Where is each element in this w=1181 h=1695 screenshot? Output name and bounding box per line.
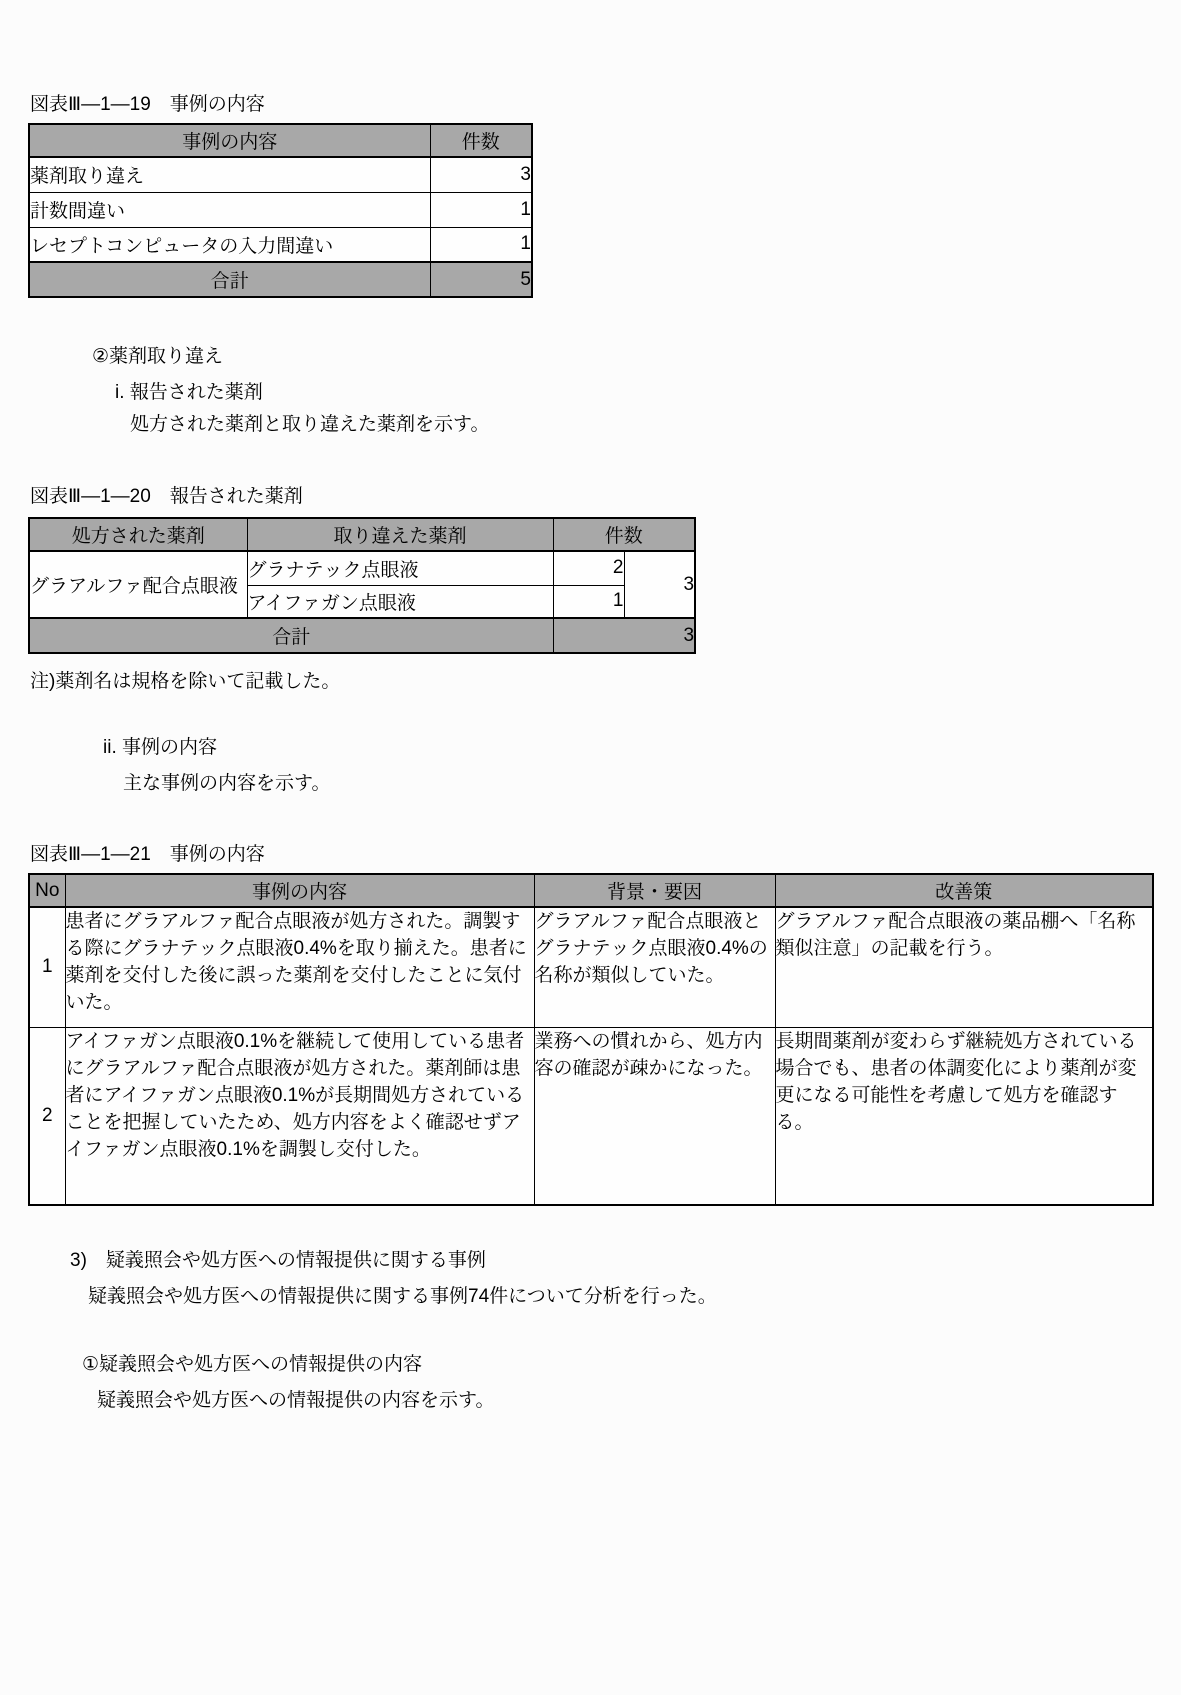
table-total-row (29, 262, 532, 297)
improvement-cell: 長期間薬剤が変わらず継続処方されている場合でも、患者の体調変化により薬剤が変更になる可能性を考慮して処方を確認する。 (775, 1027, 1153, 1205)
figure20-note: 注)薬剤名は規格を除いて記載した。 (30, 671, 341, 692)
mixed-up-drug-cell: グラナテック点眼液 (247, 551, 553, 585)
figure21-table (28, 873, 1154, 1206)
figure19-table (28, 123, 533, 298)
prescribed-drug-cell: グラアルファ配合点眼液 (29, 551, 247, 618)
count-cell: 1 (430, 192, 532, 227)
background-factor-cell: 業務への慣れから、処方内容の確認が疎かになった。 (534, 1027, 775, 1205)
table-header-row (29, 874, 1153, 907)
subsection-i-heading: i. 報告された薬剤 (115, 382, 263, 403)
count-cell: 1 (553, 585, 624, 618)
table-row (29, 907, 1153, 1027)
section3-heading: 3) 疑義照会や処方医への情報提供に関する事例 (70, 1250, 486, 1271)
table-total-row (29, 618, 695, 653)
subtotal-cell: 3 (624, 551, 695, 618)
figure20-title: 図表Ⅲ—1—20 報告された薬剤 (30, 486, 303, 507)
count-cell: 1 (430, 227, 532, 262)
case-type-cell: 薬剤取り違え (29, 157, 430, 192)
column-header-prescribed-drug: 処方された薬剤 (29, 518, 247, 551)
table-header-row (29, 124, 532, 157)
figure20-table (28, 517, 696, 654)
column-header-count: 件数 (430, 124, 532, 157)
table-row (29, 192, 532, 227)
table-row (29, 227, 532, 262)
case-type-cell: 計数間違い (29, 192, 430, 227)
section3-sub1-heading: ①疑義照会や処方医への情報提供の内容 (82, 1354, 423, 1375)
column-header-case-content: 事例の内容 (29, 124, 430, 157)
case-number-cell: 1 (29, 907, 65, 1027)
case-number-cell: 2 (29, 1027, 65, 1205)
count-cell: 2 (553, 551, 624, 585)
table-row (29, 157, 532, 192)
case-content-cell: アイファガン点眼液0.1%を継続して使用している患者にグラアルファ配合点眼液が処方された。薬剤師は患者にアイファガン点眼液0.1%が長期間処方されていることを把握していたため、処方内容をよく確認せずアイファガン点眼液0.1%を調製し交付した。 (65, 1027, 534, 1205)
subsection-i-description: 処方された薬剤と取り違えた薬剤を示す。 (130, 414, 490, 435)
count-cell: 3 (430, 157, 532, 192)
column-header-no: No (29, 874, 65, 907)
table-header-row (29, 518, 695, 551)
mixed-up-drug-cell: アイファガン点眼液 (247, 585, 553, 618)
table-row (29, 551, 695, 585)
section3-body: 疑義照会や処方医への情報提供に関する事例74件について分析を行った。 (88, 1286, 717, 1307)
background-factor-cell: グラアルファ配合点眼液とグラナテック点眼液0.4%の名称が類似していた。 (534, 907, 775, 1027)
section-heading-drug-mixup: ②薬剤取り違え (92, 346, 224, 367)
total-count-cell: 3 (553, 618, 695, 653)
subsection-ii-description: 主な事例の内容を示す。 (123, 773, 331, 794)
total-count-cell: 5 (430, 262, 532, 297)
figure19-title: 図表Ⅲ—1—19 事例の内容 (30, 94, 265, 115)
improvement-cell: グラアルファ配合点眼液の薬品棚へ「名称類似注意」の記載を行う。 (775, 907, 1153, 1027)
column-header-count: 件数 (553, 518, 695, 551)
section3-sub1-body: 疑義照会や処方医への情報提供の内容を示す。 (97, 1390, 495, 1411)
subsection-ii-heading: ii. 事例の内容 (103, 737, 218, 758)
case-type-cell: レセプトコンピュータの入力間違い (29, 227, 430, 262)
total-label-cell: 合計 (29, 618, 553, 653)
total-label-cell: 合計 (29, 262, 430, 297)
case-content-cell: 患者にグラアルファ配合点眼液が処方された。調製する際にグラナテック点眼液0.4%を取り揃えた。患者に薬剤を交付した後に誤った薬剤を交付したことに気付いた。 (65, 907, 534, 1027)
column-header-mixed-up-drug: 取り違えた薬剤 (247, 518, 553, 551)
column-header-background-factor: 背景・要因 (534, 874, 775, 907)
table-row (29, 1027, 1153, 1205)
column-header-case-content: 事例の内容 (65, 874, 534, 907)
column-header-improvement: 改善策 (775, 874, 1153, 907)
figure21-title: 図表Ⅲ—1—21 事例の内容 (30, 844, 265, 865)
